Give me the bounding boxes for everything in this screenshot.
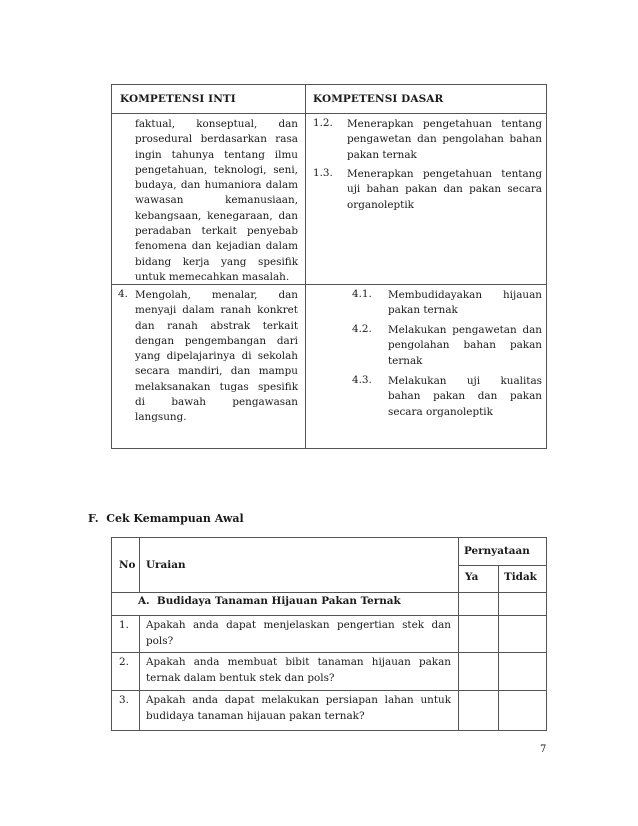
header-tidak: Tidak	[504, 571, 537, 583]
row-number: 3.	[119, 694, 129, 706]
column-divider	[458, 538, 459, 730]
header-pernyataan: Pernyataan	[464, 545, 530, 557]
kd-text: Menerapkan pengetahuan tentang pengawetan dan pengolahan bahan pakan ternak	[347, 118, 542, 161]
column-divider	[139, 538, 140, 593]
kd-number: 4.1.	[352, 288, 372, 300]
question-text: Apakah anda dapat menjelaskan pengertian stek dan pols?	[146, 619, 451, 647]
row-divider	[458, 565, 546, 566]
kompetensi-table	[111, 84, 547, 449]
header-ya: Ya	[465, 571, 479, 583]
kd-number: 1.2.	[313, 117, 333, 129]
header-uraian: Uraian	[146, 559, 186, 571]
kd-text: Melakukan pengawetan dan pengolahan bahan pakan ternak	[388, 324, 542, 367]
kd-text: Menerapkan pengetahuan tentang uji bahan pakan dan pakan secara organoleptik	[347, 168, 542, 211]
row-divider	[112, 615, 546, 616]
question-text: Apakah anda membuat bibit tanaman hijauan pakan ternak dalam bentuk stek dan pols?	[146, 656, 451, 684]
kd-number: 4.3.	[352, 374, 372, 386]
column-divider	[139, 616, 140, 730]
row-number: 2.	[119, 656, 129, 668]
row-number: 1.	[119, 619, 129, 631]
row-divider	[112, 652, 546, 653]
ki-number: 4.	[118, 288, 128, 300]
header-no: No	[119, 559, 136, 571]
header-kompetensi-dasar: KOMPETENSI DASAR	[313, 93, 444, 105]
row-divider	[112, 690, 546, 691]
kd-text: Melakukan uji kualitas bahan pakan dan pakan secara organoleptik	[388, 375, 542, 418]
kd-text: Membudidayakan hijauan pakan ternak	[388, 289, 542, 317]
ki-text-4: Mengolah, menalar, dan menyaji dalam ranah konkret dan ranah abstrak terkait dengan pengembangan dari yang dipelajarinya di sekolah secara mandiri, dan mampu melaksanakan tugas spesifik di bawah pengawasan langsung.	[135, 289, 298, 424]
row-divider	[112, 592, 546, 593]
header-kompetensi-inti: KOMPETENSI INTI	[120, 93, 236, 105]
kd-number: 4.2.	[352, 323, 372, 335]
page-number: 7	[540, 744, 547, 755]
kd-number: 1.3.	[313, 167, 333, 179]
cek-kemampuan-table	[111, 537, 547, 731]
ki-text-3	[135, 117, 298, 285]
section-heading: F. Cek Kemampuan Awal	[88, 512, 244, 525]
ki-paragraph: faktual, konseptual, dan prosedural berdasarkan rasa ingin tahunya tentang ilmu pengetahuan, teknologi, seni, budaya, dan humaniora dalam wawasan kemanusiaan, kebangsaan, kenegaraan, dan peradaban terkait penyebab fenomena dan kejadian dalam bidang kerja yang spesifik untuk memecahkan masalah.	[135, 118, 298, 283]
row-divider	[112, 113, 546, 114]
column-divider	[498, 565, 499, 730]
column-divider	[305, 85, 306, 448]
subheading: A. Budidaya Tanaman Hijauan Pakan Ternak	[138, 595, 401, 607]
question-text: Apakah anda dapat melakukan persiapan lahan untuk budidaya tanaman hijauan pakan ternak?	[146, 694, 451, 722]
